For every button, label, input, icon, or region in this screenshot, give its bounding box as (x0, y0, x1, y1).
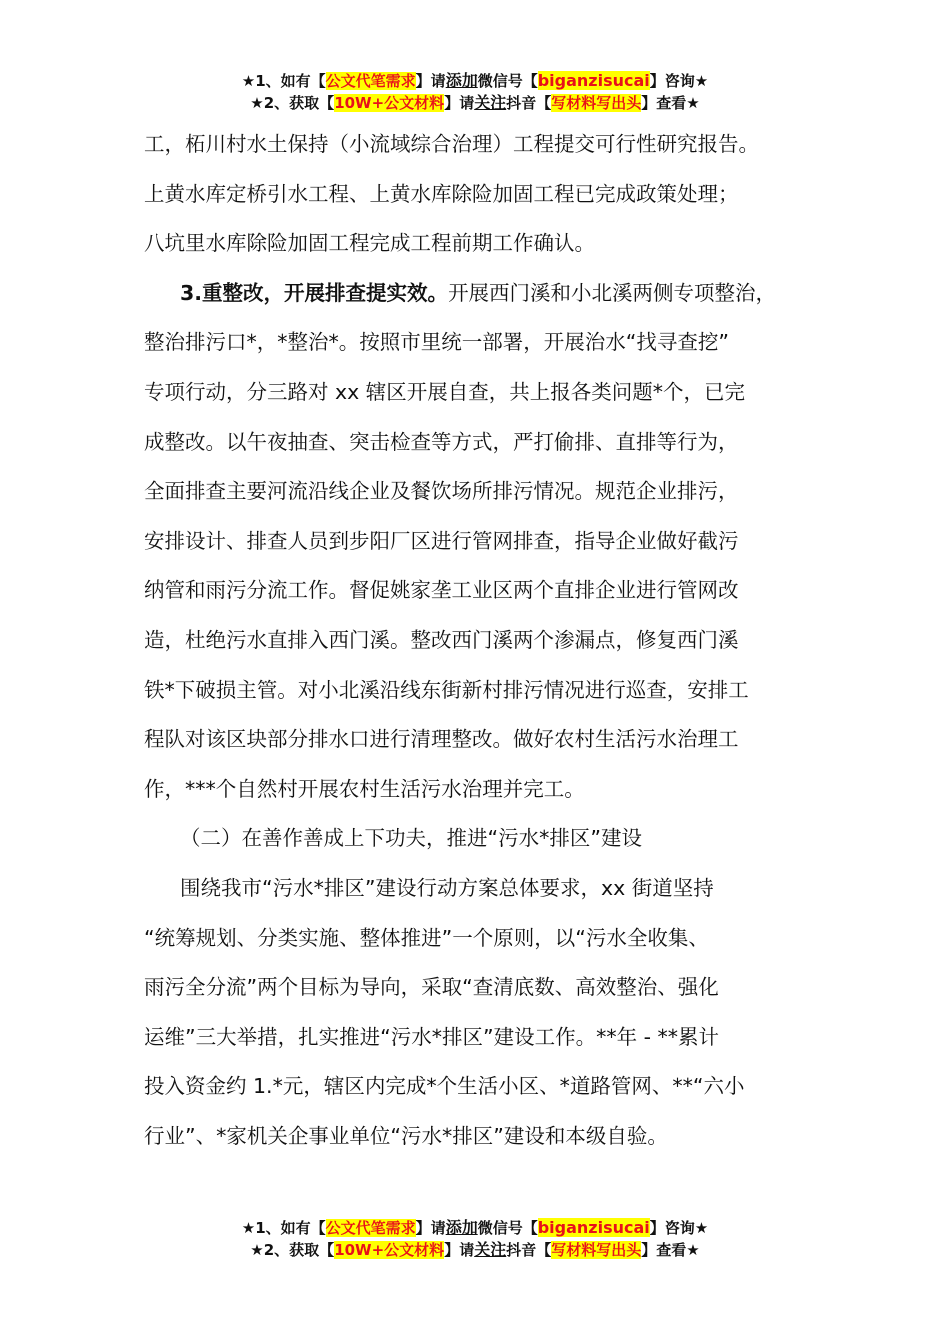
promo-text: 抖音【 (506, 1241, 552, 1259)
header-promo-line-2 (0, 92, 950, 114)
subsection-2-title: （二）在善作善成上下功夫，推进“污水*排区”建设 (180, 826, 642, 851)
body-line: 程队对该区块部分排水口进行清理整改。做好农村生活污水治理工 (144, 727, 739, 752)
promo-underlined: 关注 (474, 93, 507, 112)
body-line: 工，柘川村水土保持（小流域综合治理）工程提交可行性研究报告。 (144, 132, 759, 156)
wechat-id-highlight: biganzisucai (537, 71, 650, 90)
wechat-id-highlight: biganzisucai (537, 1218, 650, 1237)
douyin-id-highlight: 写材料写出头 (551, 94, 642, 112)
body-line: 围绕我市“污水*排区”建设行动方案总体要求，xx 街道坚持 (180, 875, 714, 900)
body-line: 行业”、*家机关企事业单位“污水*排区”建设和本级自验。 (144, 1123, 668, 1148)
promo-text: 抖音【 (506, 94, 552, 112)
body-line: 纳管和雨污分流工作。督促姚家垄工业区两个直排企业进行管网改 (144, 578, 739, 603)
promo-text: ★1、如有【 (241, 72, 326, 90)
section-3-heading: 3.重整改，开展排查提实效。 (180, 280, 449, 305)
promo-text: 】查看★ (641, 1241, 700, 1259)
promo-underlined: 添加 (445, 71, 478, 90)
body-line: 上黄水库定桥引水工程、上黄水库除险加固工程已完成政策处理； (144, 181, 739, 206)
body-line: 作，***个自然村开展农村生活污水治理并完工。 (144, 776, 585, 801)
body-line: “统筹规划、分类实施、整体推进”一个原则，以“污水全收集、 (144, 925, 709, 950)
body-line: 专项行动，分三路对 xx 辖区开展自查，共上报各类问题*个，已完 (144, 379, 746, 404)
promo-text: 微信号【 (477, 72, 538, 90)
body-line: 雨污全分流”两个目标为导向，采取“查清底数、高效整治、强化 (144, 975, 719, 1000)
promo-text: 】请 (444, 1241, 475, 1259)
body-line: 八坑里水库除险加固工程完成工程前期工作确认。 (144, 231, 595, 256)
promo-text: 】请 (415, 72, 446, 90)
promo-text: 】查看★ (641, 94, 700, 112)
promo-highlight: 10W+公文材料 (334, 1241, 445, 1259)
body-line: 铁*下破损主管。对小北溪沿线东街新村排污情况进行巡查，安排工 (144, 677, 749, 702)
footer-promo-line-1 (0, 1217, 950, 1239)
promo-highlight: 10W+公文材料 (334, 94, 445, 112)
footer-promo-line-2 (0, 1239, 950, 1261)
body-line: 整治排污口*，*整治*。按照市里统一部署，开展治水“找寻查挖” (144, 330, 729, 355)
promo-text: 】咨询★ (649, 72, 709, 90)
promo-highlight: 公文代笔需求 (325, 1219, 416, 1237)
footer-banner (0, 1217, 950, 1261)
body-line: 运维”三大举措，扎实推进“污水*排区”建设工作。**年 - **累计 (144, 1024, 720, 1049)
promo-highlight: 公文代笔需求 (325, 72, 416, 90)
header-banner (0, 70, 950, 114)
promo-text: ★2、获取【 (250, 94, 335, 112)
body-line: 安排设计、排查人员到步阳厂区进行管网排查，指导企业做好截污 (144, 528, 739, 553)
body-text: 开展西门溪和小北溪两侧专项整治， (448, 280, 777, 305)
promo-text: 】请 (415, 1219, 446, 1237)
header-promo-line-1 (0, 70, 950, 92)
section-3-first-line (144, 269, 824, 319)
promo-text: ★2、获取【 (250, 1241, 335, 1259)
promo-underlined: 添加 (445, 1218, 478, 1237)
body-line: 成整改。以午夜抽查、突击检查等方式，严打偷排、直排等行为， (144, 429, 739, 454)
document-body (144, 120, 824, 1161)
douyin-id-highlight: 写材料写出头 (551, 1241, 642, 1259)
promo-text: 】咨询★ (649, 1219, 709, 1237)
body-line: 全面排查主要河流沿线企业及餐饮场所排污情况。规范企业排污， (144, 479, 739, 504)
promo-text: 微信号【 (477, 1219, 538, 1237)
body-line: 造，杜绝污水直排入西门溪。整改西门溪两个渗漏点，修复西门溪 (144, 627, 739, 652)
body-line: 投入资金约 1.*元，辖区内完成*个生活小区、*道路管网、**“六小 (144, 1074, 745, 1099)
promo-text: ★1、如有【 (241, 1219, 326, 1237)
promo-underlined: 关注 (474, 1240, 507, 1259)
promo-text: 】请 (444, 94, 475, 112)
